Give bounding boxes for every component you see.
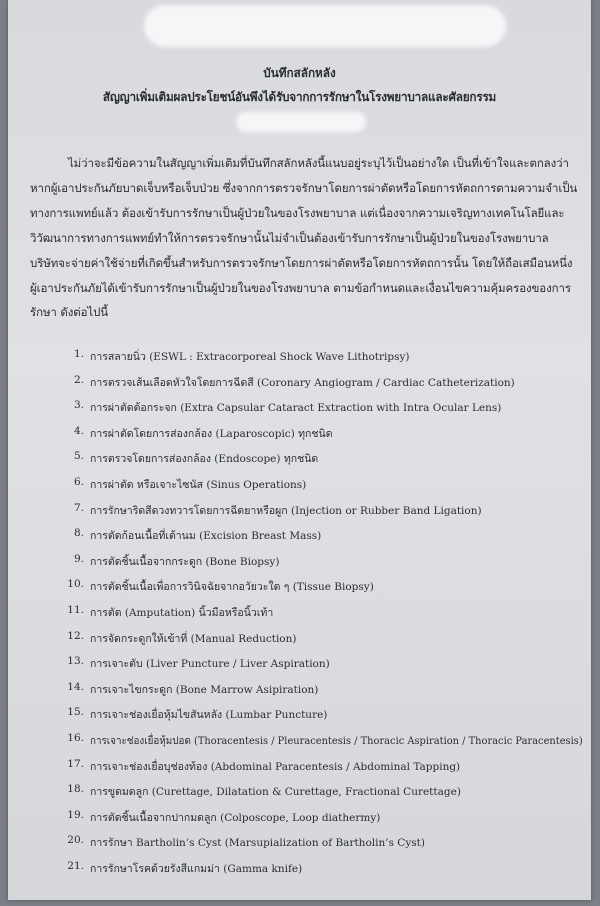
list-item-text: การรักษาริดสีดวงทวารโดยการฉีดยาหรือผูก (Injection or Rubber Band Ligation) xyxy=(90,504,482,517)
document-title: บันทึกสลักหลัง xyxy=(263,66,336,80)
redacted-header xyxy=(144,5,506,47)
list-item-number: 18. xyxy=(67,783,84,796)
paragraph-line: ไม่ว่าจะมีข้อความในสัญญาเพิ่มเติมที่บันทึกสลักหลังนี้แนบอยู่ระบุไว้เป็นอย่างใด เป็นที่เข้าใจและตกลงว่า xyxy=(68,156,569,170)
list-item-number: 1. xyxy=(73,348,84,360)
list-item-number: 3. xyxy=(73,399,84,412)
list-item-number: 2. xyxy=(73,373,84,386)
list-item-number: 14. xyxy=(67,680,84,693)
list-item-text: การตัด (Amputation) นิ้วมือหรือนิ้วเท้า xyxy=(90,607,274,619)
list-item-number: 10. xyxy=(67,578,84,591)
list-item-number: 17. xyxy=(67,757,84,770)
paragraph-line: หากผู้เอาประกันภัยบาดเจ็บหรือเจ็บป่วย ซึ่งจากการตรวจรักษาโดยการผ่าตัดหรือโดยการหัตถการตามความจำเป็น xyxy=(30,181,578,195)
paragraph-line: รักษา ดังต่อไปนี้ xyxy=(30,305,109,319)
list-item-text: การตัดก้อนเนื้อที่เต้านม (Excision Breast Mass) xyxy=(90,530,322,543)
list-item-text: การผ่าตัดโดยการส่องกล้อง (Laparoscopic) ทุกชนิด xyxy=(90,427,333,440)
list-item-text: การจัดกระดูกให้เข้าที่ (Manual Reduction) xyxy=(90,632,297,645)
list-item-text: การเจาะช่องเยื่อหุ้มปอด (Thoracentesis / Pleuracentesis / Thoracic Aspiration / Thoracic Paracentesis) xyxy=(90,735,583,747)
list-item-text: การตรวจโดยการส่องกล้อง (Endoscope) ทุกชนิด xyxy=(90,453,319,466)
list-item-text: การสลายนิ่ว (ESWL : Extracorporeal Shock Wave Lithotripsy) xyxy=(90,351,410,363)
list-item-text: การเจาะช่องเยื่อบุช่องท้อง (Abdominal Paracentesis / Abdominal Tapping) xyxy=(90,760,461,773)
list-item-number: 4. xyxy=(73,424,84,437)
list-item-number: 13. xyxy=(67,655,84,668)
list-item-number: 21. xyxy=(67,860,84,872)
list-item-number: 7. xyxy=(73,501,84,514)
list-item-number: 6. xyxy=(73,476,84,488)
list-item-text: การผ่าตัดต้อกระจก (Extra Capsular Cataract Extraction with Intra Ocular Lens) xyxy=(90,402,502,415)
list-item-number: 9. xyxy=(73,552,84,565)
list-item-text: การตัดชิ้นเนื้อจากปากมดลูก (Colposcope, Loop diathermy) xyxy=(90,811,381,824)
paragraph-line: ผู้เอาประกันภัยได้เข้ารับการรักษาเป็นผู้ป่วยในของโรงพยาบาล ตามข้อกำหนดและเงื่อนไขความคุ้มครองของการ xyxy=(30,281,571,295)
document-page xyxy=(8,0,591,900)
list-item-text: การผ่าตัด หรือเจาะไซนัส (Sinus Operations) xyxy=(90,479,307,491)
list-item-text: การเจาะช่องเยื่อหุ้มไขสันหลัง (Lumbar Puncture) xyxy=(90,709,328,722)
list-item-number: 5. xyxy=(73,450,84,463)
list-item-text: การรักษา Bartholin’s Cyst (Marsupialization of Bartholin’s Cyst) xyxy=(90,837,425,850)
list-item-text: การตรวจเส้นเลือดหัวใจโดยการฉีดสี (Coronary Angiogram / Cardiac Catheterization) xyxy=(90,376,515,389)
redacted-reference xyxy=(236,112,366,132)
list-item-text: การตัดชิ้นเนื้อเพื่อการวินิจฉัยจากอวัยวะใด ๆ (Tissue Biopsy) xyxy=(90,581,374,594)
list-item-number: 8. xyxy=(73,527,84,540)
list-item-number: 12. xyxy=(67,629,84,642)
list-item-text: การตัดชิ้นเนื้อจากกระดูก (Bone Biopsy) xyxy=(90,555,280,568)
document-subtitle: สัญญาเพิ่มเติมผลประโยชน์อันพึงได้รับจากการรักษาในโรงพยาบาลและศัลยกรรม xyxy=(102,90,497,104)
paragraph-line: ทางการแพทย์แล้ว ต้องเข้ารับการรักษาเป็นผู้ป่วยในของโรงพยาบาล แต่เนื่องจากความเจริญทางเทคโนโลยีและ xyxy=(30,206,565,220)
list-item-number: 20. xyxy=(67,834,84,847)
list-item-number: 16. xyxy=(67,732,84,744)
list-item-number: 11. xyxy=(67,604,84,616)
list-item-text: การเจาะไขกระดูก (Bone Marrow Asipiration) xyxy=(90,683,319,696)
list-item-text: การรักษาโรคด้วยรังสีแกมม่า (Gamma knife) xyxy=(90,863,303,875)
paragraph-line: วิวัฒนาการทางการแพทย์ทำให้การตรวจรักษานั้นไม่จำเป็นต้องเข้ารับการรักษาเป็นผู้ป่วยในของโรงพยาบาล xyxy=(30,231,549,245)
list-item-text: การเจาะตับ (Liver Puncture / Liver Aspiration) xyxy=(90,658,330,671)
list-item-number: 19. xyxy=(67,808,84,821)
list-item-text: การขูดมดลูก (Curettage, Dilatation & Curettage, Fractional Curettage) xyxy=(90,786,461,799)
paragraph-line: บริษัทจะจ่ายค่าใช้จ่ายที่เกิดขึ้นสำหรับการตรวจรักษาโดยการผ่าตัดหรือโดยการหัตถการนั้น โดยให้ถือเสมือนหนึ่ง xyxy=(30,256,573,270)
list-item-number: 15. xyxy=(67,706,84,719)
